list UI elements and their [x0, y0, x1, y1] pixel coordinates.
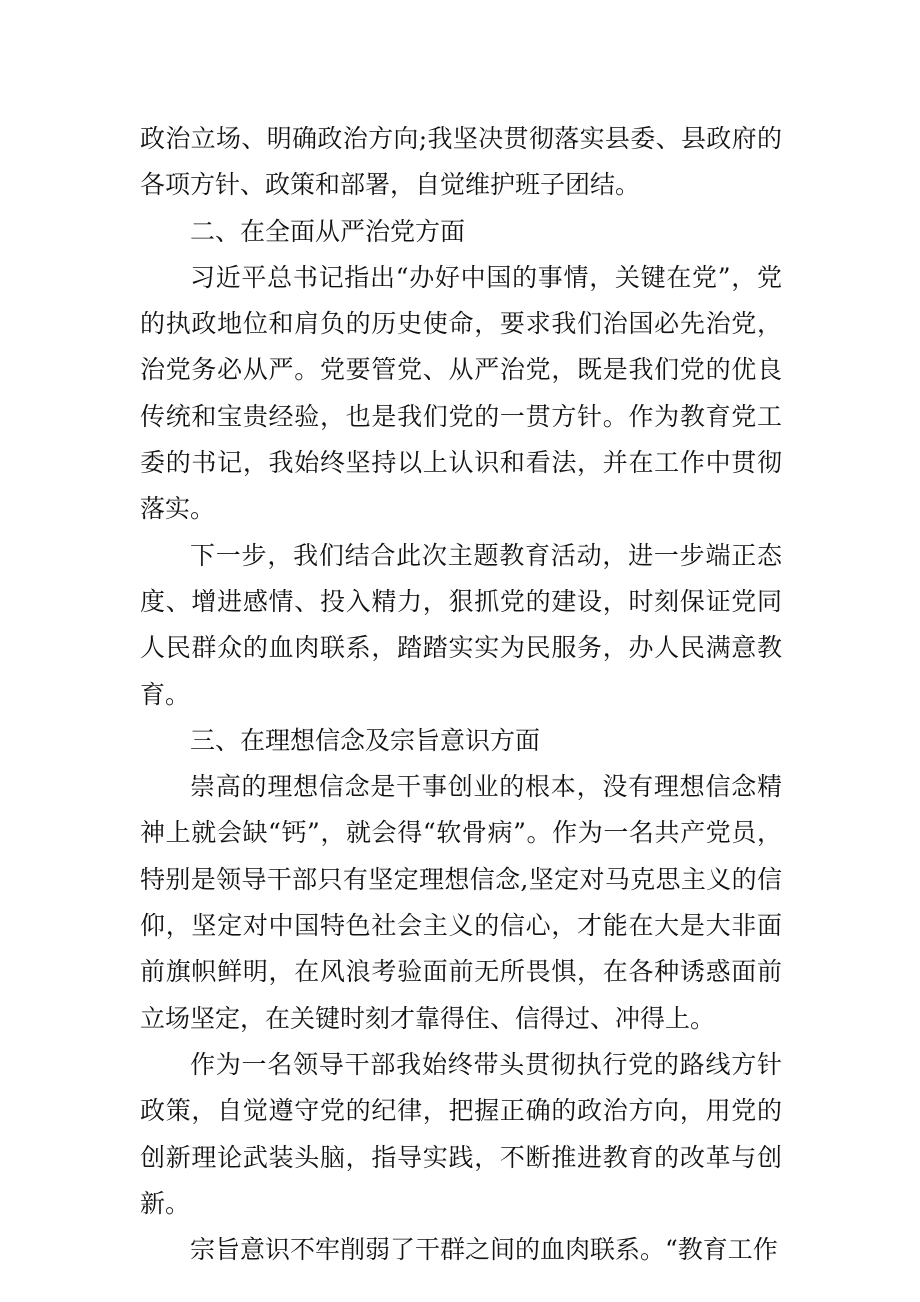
paragraph: 崇高的理想信念是干事创业的根本，没有理想信念精神上就会缺“钙”，就会得“软骨病”。作为一名共产党员，特别是领导干部只有坚定理想信念,坚定对马克思主义的信仰，坚定对中国特色社会主义的信心，才能在大是大非面前旗帜鲜明，在风浪考验面前无所畏惧，在各种诱惑面前立场坚定，在关键时刻才靠得住、信得过、冲得上。 — [140, 772, 782, 1033]
paragraph: 作为一名领导干部我始终带头贯彻执行党的路线方针政策，自觉遵守党的纪律，把握正确的政治方向，用党的创新理论武装头脑，指导实践，不断推进教育的改革与创新。 — [140, 1049, 782, 1218]
paragraph: 宗旨意识不牢削弱了干群之间的血肉联系。“教育工作 — [190, 1235, 778, 1265]
document-page — [140, 116, 782, 1273]
paragraph-continuation: 政治立场、明确政治方向;我坚决贯彻落实县委、县政府的各项方针、政策和部署，自觉维护班子团结。 — [140, 124, 782, 200]
section-heading-2: 二、在全面从严治党方面 — [190, 216, 466, 246]
paragraph: 下一步，我们结合此次主题教育活动，进一步端正态度、增进感情、投入精力，狠抓党的建设，时刻保证党同人民群众的血肉联系，踏踏实实为民服务，办人民满意教育。 — [140, 540, 782, 709]
paragraph: 习近平总书记指出“办好中国的事情，关键在党”，党的执政地位和肩负的历史使命，要求我们治国必先治党，治党务必从严。党要管党、从严治党，既是我们党的优良传统和宝贵经验，也是我们党的一贯方针。作为教育党工委的书记，我始终坚持以上认识和看法，并在工作中贯彻落实。 — [140, 262, 782, 524]
section-heading-3: 三、在理想信念及宗旨意识方面 — [190, 725, 541, 755]
